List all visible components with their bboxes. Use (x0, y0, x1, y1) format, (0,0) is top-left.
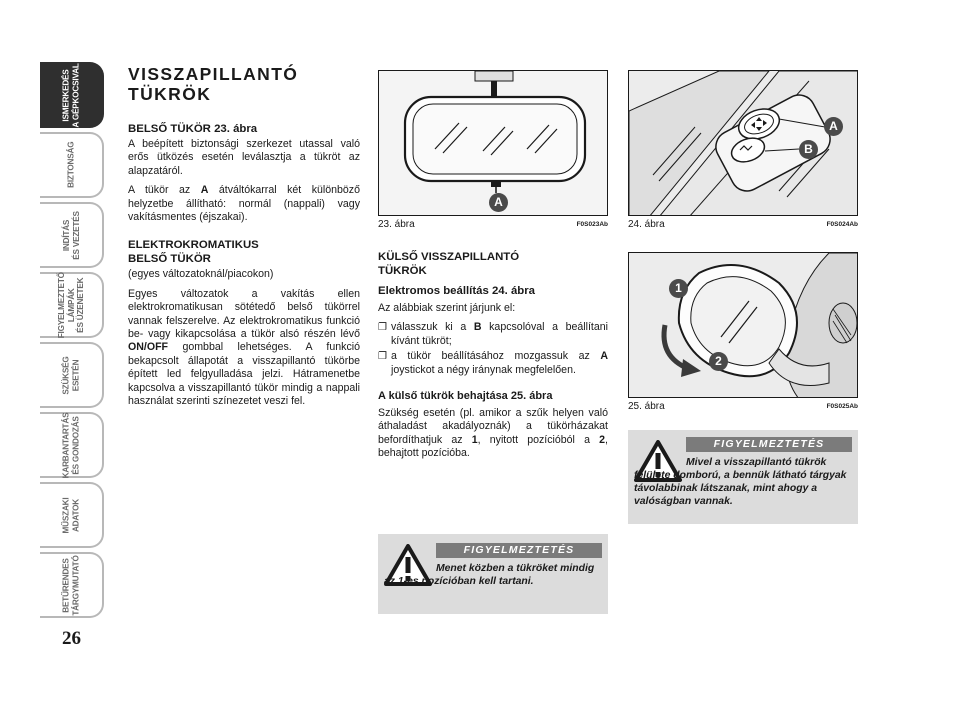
tab-biztonsag[interactable] (40, 132, 104, 198)
page-number: 26 (62, 628, 81, 649)
tab-label: MŰSZAKI ADATOK (61, 497, 80, 533)
bullet-move-joystick: ❐ a tükör beállításához mozgassuk az A joystickot a négy iránynak megfelelően. (378, 350, 608, 376)
tab-karbantartas[interactable] (40, 412, 104, 478)
warning-text: Mivel a visszapillantó tükrök felülete domború, a bennük látható tárgyak távolabbinak látszanak, mint ahogy a valóságban vannak. (634, 457, 847, 507)
warning-heading: FIGYELMEZTETÉS (436, 543, 602, 558)
electrochromic-heading: ELEKTROKROMATIKUS BELSŐ TÜKÖR (128, 239, 259, 266)
figure-23-inner-mirror (378, 70, 608, 216)
tab-label: ISMERKEDÉS A GÉPKOCSIVAL (61, 62, 80, 128)
checkbox-glyph: ❐ (378, 351, 387, 363)
mirror-switch-illustration (629, 71, 858, 216)
tab-label: FIGYELMEZTETŐ LÁMPÁK ÉS ÜZENETEK (56, 271, 85, 339)
checkbox-glyph: ❐ (378, 322, 387, 334)
figure-25-caption-row (628, 401, 858, 413)
warning-box-2 (628, 430, 858, 524)
figure-code: F0S025Ab (826, 403, 858, 410)
figure-24-mirror-switch (628, 70, 858, 216)
tab-inditas[interactable] (40, 202, 104, 268)
column-inner-mirror (128, 64, 360, 415)
figure-23-caption-row (378, 219, 608, 231)
figure-code: F0S024Ab (826, 221, 858, 228)
tab-label: INDÍTÁS ÉS VEZETÉS (61, 210, 80, 260)
electric-adjust-heading: Elektromos beállítás 24. ábra (378, 285, 536, 297)
callout-b: B (799, 140, 818, 159)
callout-1: 1 (669, 279, 688, 298)
bullet-select-mirror: ❐ válasszuk ki a B kapcsolóval a beállítani kívánt tükröt; (378, 321, 608, 347)
warning-box-1 (378, 534, 608, 614)
outer-mirrors-heading: KÜLSŐ VISSZAPILLANTÓ TÜKRÖK (378, 251, 520, 277)
tab-label: SZÜKSÉG ESETÉN (61, 355, 80, 395)
warning-heading: FIGYELMEZTETÉS (686, 437, 852, 452)
electrochromic-paragraph: Egyes változatok a vakítás ellen elektrokromatikusan sötétedő belső tükörrel vannak felszerelve. Az elektrokromatikus funkció be- vagy kikapcsolása a tükör alsó részén lévő ON/OFF gombbal lehetséges. A funkció bekapcsolt állapotát a visszapillantó tükörbe épített led felgyulladása jelzi. Hátramenetbe kapcsolva a visszapillantó tükör mindig a nappali használat szerinti színezetet veszi fel. (128, 287, 360, 408)
figure-caption: 25. ábra (628, 401, 665, 412)
figure-caption: 23. ábra (378, 219, 415, 230)
figure-24-caption-row (628, 219, 858, 231)
tab-muszaki[interactable] (40, 482, 104, 548)
column-outer-mirrors (378, 250, 608, 467)
figure-25-mirror-fold (628, 252, 858, 398)
mirror-fold-illustration (629, 253, 858, 398)
figure-caption: 24. ábra (628, 219, 665, 230)
fold-mirrors-heading: A külső tükrök behajtása 25. ábra (378, 390, 553, 403)
electrochromic-subtitle: (egyes változatoknál/piacokon) (128, 268, 274, 281)
fold-mirrors-paragraph: Szükség esetén (pl. amikor a szűk helyen való áthaladást akadályoznák) a tükörházakat befordíthatjuk az 1, nyitott pozícióból a 2, behajtott pozícióba. (378, 407, 608, 460)
tab-figyelmezteto[interactable] (40, 272, 104, 338)
callout-a: A (489, 193, 508, 212)
callout-a: A (824, 117, 843, 136)
tab-label: BETŰRENDES TÁRGYMUTATÓ (61, 554, 80, 616)
tab-label: KARBANTARTÁS ÉS GONDOZÁS (61, 412, 81, 478)
tab-label: BIZTONSÁG (66, 141, 76, 189)
inner-mirror-paragraph-2: A tükör az A átváltókarral két különböző helyzetbe állítható: normál (nappali) vagy vakításmentes (éjszakai). (128, 184, 360, 224)
page-title: VISSZAPILLANTÓ TÜKRÖK (128, 64, 299, 104)
warning-text: Menet közben a tükröket mindig az 1-es pozícióban kell tartani. (384, 563, 595, 587)
inner-mirror-paragraph-1: A beépített biztonsági szerkezet utassal való erős ütközés esetén leválasztja a tükröt az alapzatáról. (128, 138, 360, 177)
figure-code: F0S023Ab (576, 221, 608, 228)
tab-beturendes[interactable] (40, 552, 104, 618)
inner-mirror-heading: BELSŐ TÜKÖR 23. ábra (128, 123, 258, 135)
callout-2: 2 (709, 352, 728, 371)
electric-adjust-intro: Az alábbiak szerint járjunk el: (378, 302, 516, 314)
tab-ismerkedes[interactable] (40, 62, 104, 128)
tab-szukseg[interactable] (40, 342, 104, 408)
